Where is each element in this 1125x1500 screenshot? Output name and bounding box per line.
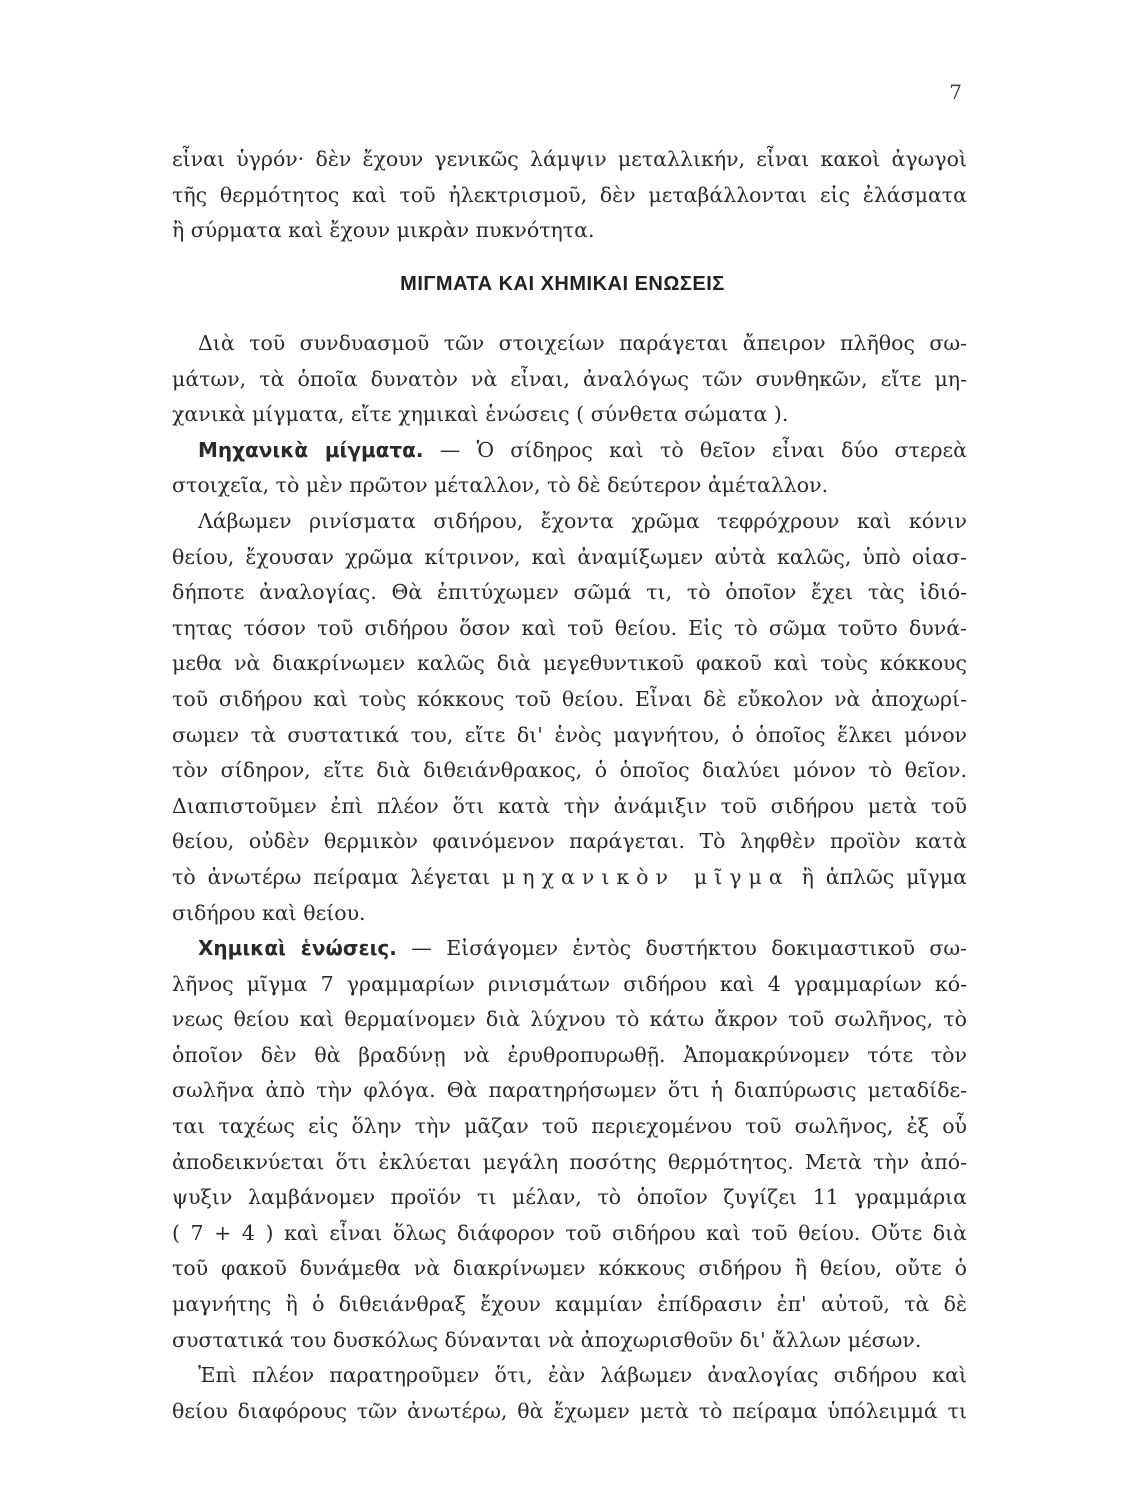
spaced-term-line [172, 860, 967, 896]
text-line: συστατικά του δυσκόλως δύνανται νὰ ἀποχωρισθοῦν δι' ἄλλων μέσων. [172, 1327, 922, 1352]
text-line: τητας τόσον τοῦ σιδήρου ὅσον καὶ τοῦ θείου. Εἰς τὸ σῶμα τοῦτο δυνά- [172, 615, 967, 640]
text-fragment: τὸ ἀνωτέρω πείραμα λέγεται [172, 864, 491, 889]
page-number: 7 [949, 80, 962, 104]
text-line: σιδήρου καὶ θείου. [172, 900, 366, 925]
chemical-heading-line [172, 931, 967, 967]
paragraph-intro [172, 326, 967, 1429]
text-line: μεθα νὰ διακρίνωμεν καλῶς διὰ μεγεθυντικοῦ φακοῦ καὶ τοὺς κόκκους [172, 651, 967, 676]
text-line: τῆς θερμότητος καὶ τοῦ ἠλεκτρισμοῦ, δὲν μεταβάλλονται εἰς ἐλάσματα [172, 182, 967, 207]
text-line: ( 7 + 4 ) καὶ εἶναι ὅλως διάφορον τοῦ σιδήρου καὶ τοῦ θείου. Οὔτε διὰ [172, 1220, 967, 1245]
mechanical-term: Μηχανικὰ μίγματα. [198, 437, 424, 462]
text-line: στοιχεῖα, τὸ μὲν πρῶτον μέταλλον, τὸ δὲ δεύτερον ἀμέταλλον. [172, 473, 829, 498]
text-line: ἢ σύρματα καὶ ἔχουν μικρὰν πυκνότητα. [172, 218, 595, 243]
text-line: μάτων, τὰ ὁποῖα δυνατὸν νὰ εἶναι, ἀναλόγως τῶν συνθηκῶν, εἴτε μη- [172, 366, 967, 391]
text-line: τὸν σίδηρον, εἴτε διὰ διθειάνθρακος, ὁ ὁποῖος διαλύει μόνον τὸ θεῖον. [172, 758, 967, 783]
chemical-term: Χημικαὶ ἑνώσεις. [198, 936, 397, 961]
text-line: χανικὰ μίγματα, εἴτε χημικαὶ ἑνώσεις ( σύνθετα σώματα ). [172, 402, 789, 427]
text-line: τοῦ σιδήρου καὶ τοὺς κόκκους τοῦ θείου. Εἶναι δὲ εὔκολον νὰ ἀποχωρί- [172, 686, 967, 711]
text-line: λῆνος μῖγμα 7 γραμμαρίων ρινισμάτων σιδήρου καὶ 4 γραμμαρίων κό- [172, 971, 967, 996]
text-line: Ἐπὶ πλέον παρατηροῦμεν ὅτι, ἐὰν λάβωμεν ἀναλογίας σιδήρου καὶ [198, 1363, 967, 1388]
text-line: νεως θείου καὶ θερμαίνομεν διὰ λύχνου τὸ κάτω ἄκρον τοῦ σωλῆνος, τὸ [172, 1007, 967, 1032]
section-heading: ΜΙΓΜΑΤΑ ΚΑΙ ΧΗΜΙΚΑΙ ΕΝΩΣΕΙΣ [400, 273, 725, 295]
text-line: δήποτε ἀναλογίας. Θὰ ἐπιτύχωμεν σῶμά τι, τὸ ὁποῖον ἔχει τὰς ἰδιό- [172, 580, 967, 605]
text-line: τοῦ φακοῦ δυνάμεθα νὰ διακρίνωμεν κόκκους σιδήρου ἢ θείου, οὔτε ὁ [172, 1256, 967, 1281]
text-line: ὁποῖον δὲν θὰ βραδύνῃ νὰ ἐρυθροπυρωθῇ. Ἀπομακρύνομεν τότε τὸν [172, 1042, 967, 1067]
text-line: Διαπιστοῦμεν ἐπὶ πλέον ὅτι κατὰ τὴν ἀνάμιξιν τοῦ σιδήρου μετὰ τοῦ [172, 793, 967, 818]
text-line: σωλῆνα ἀπὸ τὴν φλόγα. Θὰ παρατηρήσωμεν ὅτι ἡ διαπύρωσις μεταδίδε- [172, 1078, 967, 1103]
chemical-first-line: — Εἰσάγομεν ἐντὸς δυστήκτου δοκιμαστικοῦ σω- [411, 936, 967, 961]
text-fragment: ἢ ἁπλῶς μῖγμα [801, 864, 967, 889]
spaced-term: μηχανικὸν μῖγμα [501, 864, 790, 889]
text-line: ἀποδεικνύεται ὅτι ἐκλύεται μεγάλη ποσότης θερμότητος. Μετὰ τὴν ἀπό- [172, 1149, 967, 1174]
text-line: θείου, ἔχουσαν χρῶμα κίτρινον, καὶ ἀναμίξωμεν αὐτὰ καλῶς, ὑπὸ οἱασ- [172, 544, 967, 569]
text-line: ται ταχέως εἰς ὅλην τὴν μᾶζαν τοῦ περιεχομένου τοῦ σωλῆνος, ἐξ οὗ [172, 1114, 967, 1139]
paragraph-top [172, 142, 967, 249]
text-line: σωμεν τὰ συστατικά του, εἴτε δι' ἑνὸς μαγνήτου, ὁ ὁποῖος ἕλκει μόνον [172, 722, 967, 747]
text-line: εἶναι ὑγρόν· δὲν ἔχουν γενικῶς λάμψιν μεταλλικήν, εἶναι κακοὶ ἀγωγοὶ [172, 147, 967, 171]
text-line: θείου διαφόρους τῶν ἀνωτέρω, θὰ ἔχωμεν μετὰ τὸ πείραμα ὑπόλειμμά τι [172, 1398, 967, 1423]
text-line: ψυξιν λαμβάνομεν προϊόν τι μέλαν, τὸ ὁποῖον ζυγίζει 11 γραμμάρια [172, 1185, 967, 1210]
text-line: θείου, οὐδὲν θερμικὸν φαινόμενον παράγεται. Τὸ ληφθὲν προϊὸν κατὰ [172, 829, 967, 854]
text-line: Λάβωμεν ρινίσματα σιδήρου, ἔχοντα χρῶμα τεφρόχρουν καὶ κόνιν [198, 508, 967, 533]
mechanical-heading-line [172, 433, 967, 469]
mechanical-first-line: — Ὁ σίδηρος καὶ τὸ θεῖον εἶναι δύο στερεὰ [439, 437, 967, 462]
text-line: Διὰ τοῦ συνδυασμοῦ τῶν στοιχείων παράγεται ἄπειρον πλῆθος σω- [198, 331, 967, 355]
text-line: μαγνήτης ἢ ὁ διθειάνθραξ ἔχουν καμμίαν ἐπίδρασιν ἐπ' αὐτοῦ, τὰ δὲ [172, 1292, 967, 1317]
